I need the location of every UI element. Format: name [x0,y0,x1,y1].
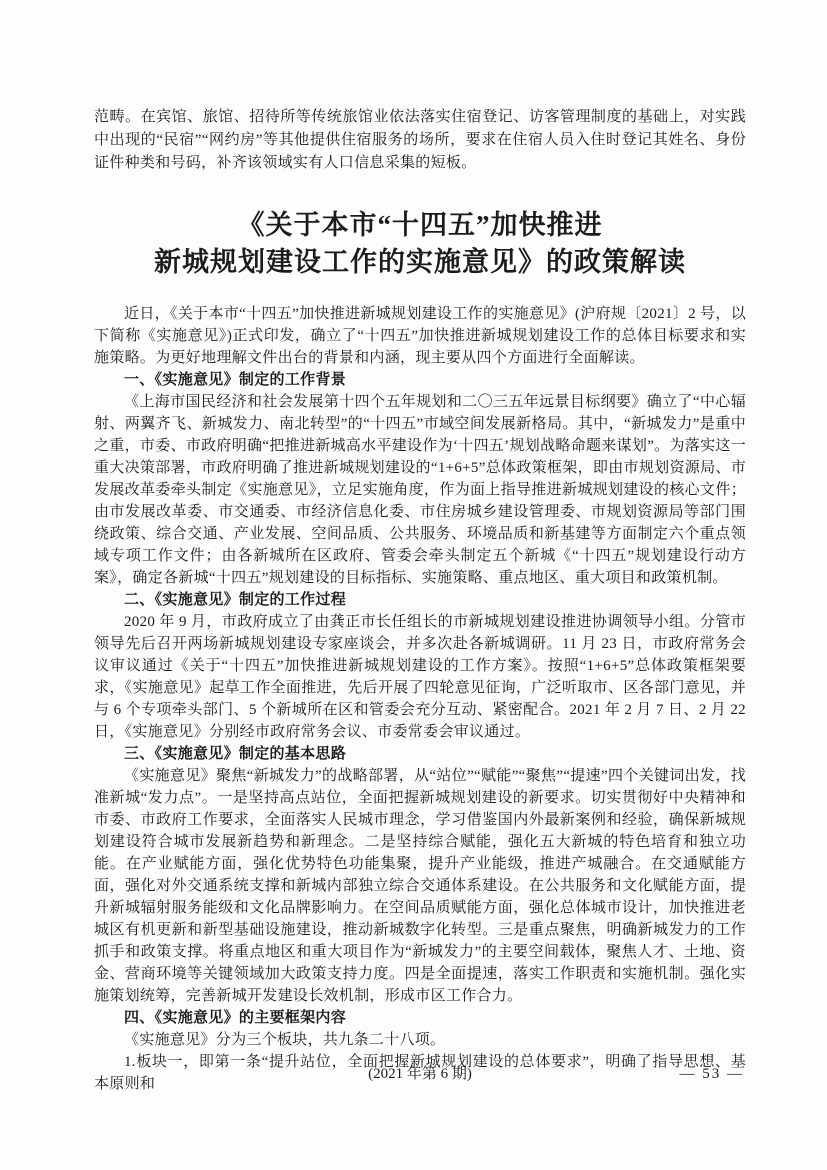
article-title [94,207,746,281]
section-4-paragraph-2: 1.板块一，即第一条“提升站位，全面把握新城规划建设的总体要求”，明确了指导思想、基本原则和 [94,1054,746,1092]
section-4-paragraph-1: 《实施意见》分为三个板块，共九条二十八项。 [124,1032,446,1048]
page-number: — 53 — [679,1066,744,1082]
article-title-line-2: 新城规划建设工作的实施意见》的政策解读 [154,247,686,277]
article-title-line-1: 《关于本市“十四五”加快推进 [237,210,603,240]
journal-issue-label: (2021 年第 6 期) [368,1066,472,1082]
section-heading-4: 四、《实施意见》的主要框架内容 [124,1009,347,1026]
continuation-paragraph: 范畴。在宾馆、旅馆、招待所等传统旅馆业依法落实住宿登记、访客管理制度的基础上，对实践中出现的“民宿”“网约房”等其他提供住宿服务的场所，要求在住宿人员入住时登记其姓名、身份证件种类和号码，补齐该领域实有人口信息采集的短板。 [94,109,746,171]
section-heading-2: 二、《实施意见》制定的工作过程 [124,591,347,608]
section-1-paragraph: 《上海市国民经济和社会发展第十四个五年规划和二〇三五年远景目标纲要》确立了“中心辐射、两翼齐飞、新城发力、南北转型”的“十四五”市域空间发展新格局。其中，“新城发力”是重中之重，市委、市政府明确“把推进新城高水平建设作为‘十四五’规划战略命题来谋划”。为落实这一重大决策部署，市政府明确了推进新城规划建设的“1+6+5”总体政策框架，即由市规划资源局、市发展改革委牵头制定《实施意见》，立足实施角度，作为面上指导推进新城规划建设的核心文件；由市发展改革委、市交通委、市经济信息化委、市住房城乡建设管理委、市规划资源局等部门围绕政策、综合交通、产业发展、空间品质、公共服务、环境品质和新基建等方面制定六个重点领域专项工作文件；由各新城所在区政府、管委会牵头制定五个新城《“十四五”规划建设行动方案》，确定各新城“十四五”规划建设的目标指标、实施策略、重点地区、重大项目和政策机制。 [94,394,746,586]
page-content [94,106,746,1095]
section-heading-3: 三、《实施意见》制定的基本思路 [124,745,347,762]
page-footer [94,1063,746,1085]
intro-paragraph: 近日，《关于本市“十四五”加快推进新城规划建设工作的实施意见》(沪府规〔2021〕2 号，以下简称《实施意见》)正式印发，确立了“十四五”加快推进新城规划建设工作的总体目标要求和实施策略。为更好地理解文件出台的背景和内涵，现主要从四个方面进行全面解读。 [94,306,746,366]
section-2-paragraph: 2020 年 9 月，市政府成立了由龚正市长任组长的市新城规划建设推进协调领导小组。分管市领导先后召开两场新城规划建设专家座谈会，并多次赴各新城调研。11 月 23 日，市政府常务会议审议通过《关于“十四五”加快推进新城规划建设的工作方案》。按照“1+6+5”总体政策框架要求，《实施意见》起草工作全面推进，先后开展了四轮意见征询，广泛听取市、区各部门意见，并与 6 个专项牵头部门、5 个新城所在区和管委会充分互动、紧密配合。2021 年 2 月 7 日、2 月 22 日，《实施意见》分别经市政府常务会议、市委常委会审议通过。 [94,614,746,740]
section-3-paragraph: 《实施意见》聚焦“新城发力”的战略部署，从“站位”“赋能”“聚焦”“提速”四个关键词出发，找准新城“发力点”。一是坚持高点站位，全面把握新城规划建设的新要求。切实贯彻好中央精神和市委、市政府工作要求，全面落实人民城市理念，学习借鉴国内外最新案例和经验，确保新城规划建设符合城市发展新趋势和新理念。二是坚持综合赋能，强化五大新城的特色培育和独立功能。在产业赋能方面，强化优势特色功能集聚，提升产业能级，推进产城融合。在交通赋能方面，强化对外交通系统支撑和新城内部独立综合交通体系建设。在公共服务和文化赋能方面，提升新城辐射服务能级和文化品牌影响力。在空间品质赋能方面，强化总体城市设计，加快推进老城区有机更新和新型基础设施建设，推动新城数字化转型。三是重点聚焦，明确新城发力的工作抓手和政策支撑。将重点地区和重大项目作为“新城发力”的主要空间载体，聚焦人才、土地、资金、营商环境等关键领域加大政策支持力度。四是全面提速，落实工作职责和实施机制。强化实施策划统筹，完善新城开发建设长效机制，形成市区工作合力。 [94,768,746,1004]
section-heading-1: 一、《实施意见》制定的工作背景 [124,371,347,388]
